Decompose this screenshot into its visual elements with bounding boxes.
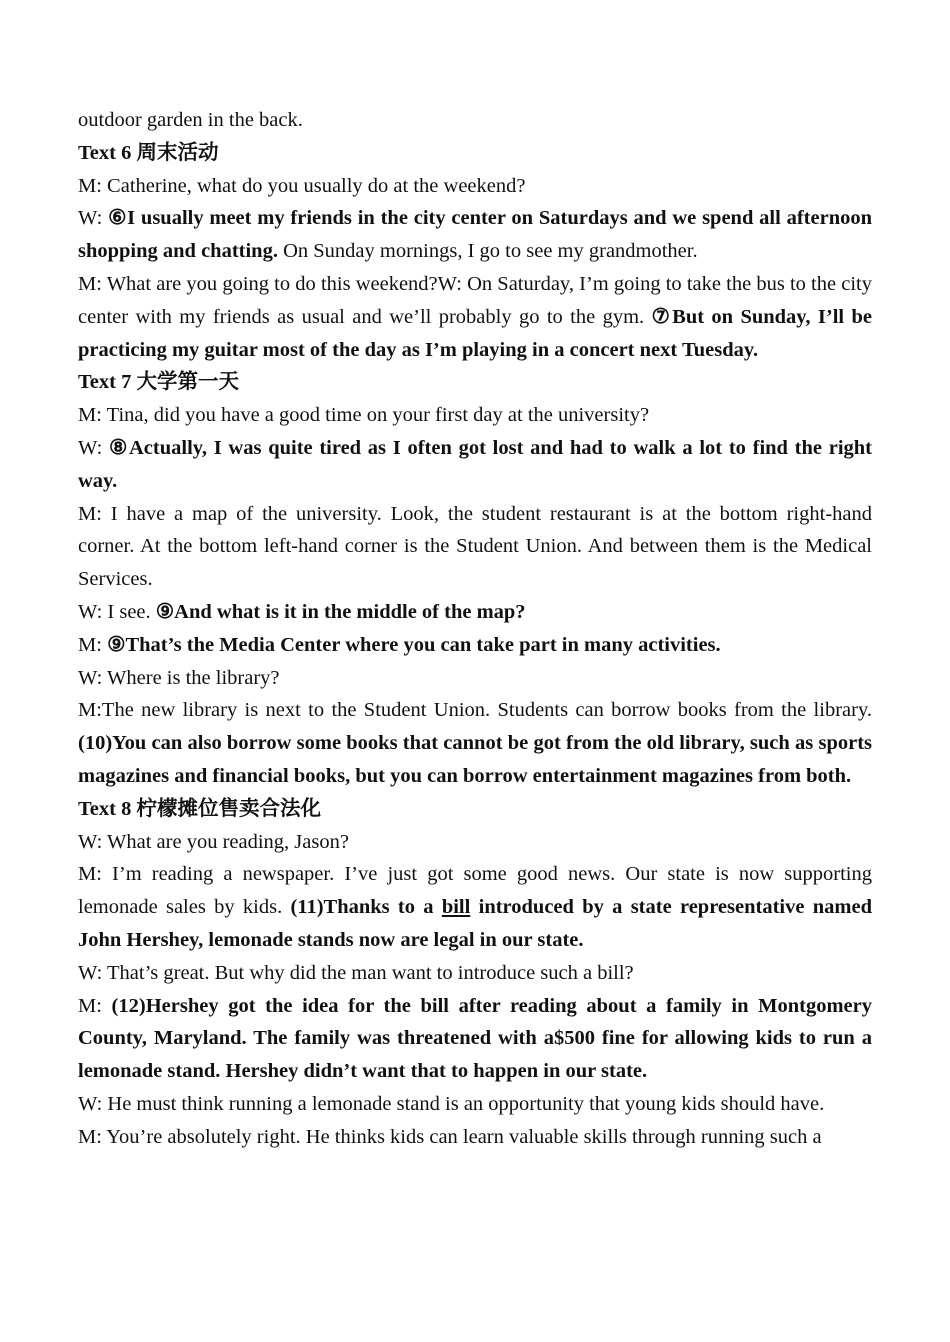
key-sentence: (10)You can also borrow some books that cannot be got from the old library, such as sports magazines and financial books, but you can borrow entertainment magazines from both. <box>78 732 872 787</box>
speaker: W: <box>78 436 110 459</box>
dialogue-line <box>78 694 872 792</box>
section-heading <box>78 366 872 399</box>
dialogue-line <box>78 498 872 596</box>
dialogue-line <box>78 1121 872 1154</box>
section-heading <box>78 793 872 826</box>
dialogue-line <box>78 268 872 366</box>
key-sentence: introduced by a state representative named John Hershey, lemonade stands now are legal in our state. <box>78 896 872 951</box>
speaker: W: <box>78 207 109 230</box>
key-sentence: ⑥I usually meet my friends in the city center on Saturdays and we spend all afternoon shopping and chatting. <box>78 207 872 263</box>
dialogue-line <box>78 629 872 662</box>
key-sentence: ⑨And what is it in the middle of the map? <box>155 600 526 623</box>
dialogue-line <box>78 596 872 629</box>
section-heading <box>78 137 872 170</box>
text: M: Tina, did you have a good time on your first day at the university? <box>78 404 650 427</box>
heading-text: Text 6 周末活动 <box>78 141 219 164</box>
dialogue-line <box>78 399 872 432</box>
key-sentence: ⑦But on Sunday, I’ll be practicing my guitar most of the day as I’m playing in a concert next Tuesday. <box>78 305 872 361</box>
text: M: You’re absolutely right. He thinks kids can learn valuable skills through running such a <box>78 1125 822 1148</box>
heading-text: Text 8 柠檬摊位售卖合法化 <box>78 797 321 820</box>
key-sentence: (12)Hershey got the idea for the bill after reading about a family in Montgomery County, Maryland. The family was threatened with a$500 fine for allowing kids to run a lemonade stand. Hershey didn’t want that to happen in our state. <box>78 994 872 1083</box>
key-sentence: ⑧Actually, I was quite tired as I often got lost and had to walk a lot to find the right way. <box>78 436 872 492</box>
text: W: I see. <box>78 600 156 623</box>
dialogue-line <box>78 1088 872 1121</box>
dialogue-line <box>78 202 872 268</box>
dialogue-line <box>78 858 872 956</box>
text: W: Where is the library? <box>78 666 280 689</box>
paragraph <box>78 104 872 137</box>
dialogue-line <box>78 990 872 1088</box>
dialogue-line <box>78 957 872 990</box>
text: On Sunday mornings, I go to see my grandmother. <box>277 240 698 263</box>
speaker: M: <box>78 633 108 656</box>
dialogue-line <box>78 432 872 498</box>
dialogue-line <box>78 662 872 695</box>
dialogue-line <box>78 170 872 203</box>
text: W: That’s great. But why did the man want to introduce such a bill? <box>78 961 634 984</box>
text: W: He must think running a lemonade stand is an opportunity that young kids should have. <box>78 1092 825 1115</box>
speaker: M: <box>78 994 112 1017</box>
heading-text: Text 7 大学第一天 <box>78 371 239 394</box>
text: M: What are you going to do this weekend?W: On Saturday, I’m going to take the bus to the city center with my friends as usual and we’ll probably go to the gym. <box>78 272 872 328</box>
text: M:The new library is next to the Student Union. Students can borrow books from the library. <box>78 699 872 722</box>
key-sentence: ⑨That’s the Media Center where you can take part in many activities. <box>107 633 721 656</box>
key-sentence: (11)Thanks to a <box>290 896 442 919</box>
dialogue-line <box>78 826 872 859</box>
text: M: I’m reading a newspaper. I’ve just got some good news. Our state is now supporting lemonade sales by kids. <box>78 863 872 919</box>
text: M: I have a map of the university. Look, the student restaurant is at the bottom right-hand corner. At the bottom left-hand corner is the Student Union. And between them is the Medical Services. <box>78 502 872 591</box>
text: W: What are you reading, Jason? <box>78 830 349 853</box>
text: M: Catherine, what do you usually do at the weekend? <box>78 174 526 197</box>
document-page <box>78 104 872 1154</box>
text: outdoor garden in the back. <box>78 109 303 131</box>
underlined-word: bill <box>441 896 471 919</box>
